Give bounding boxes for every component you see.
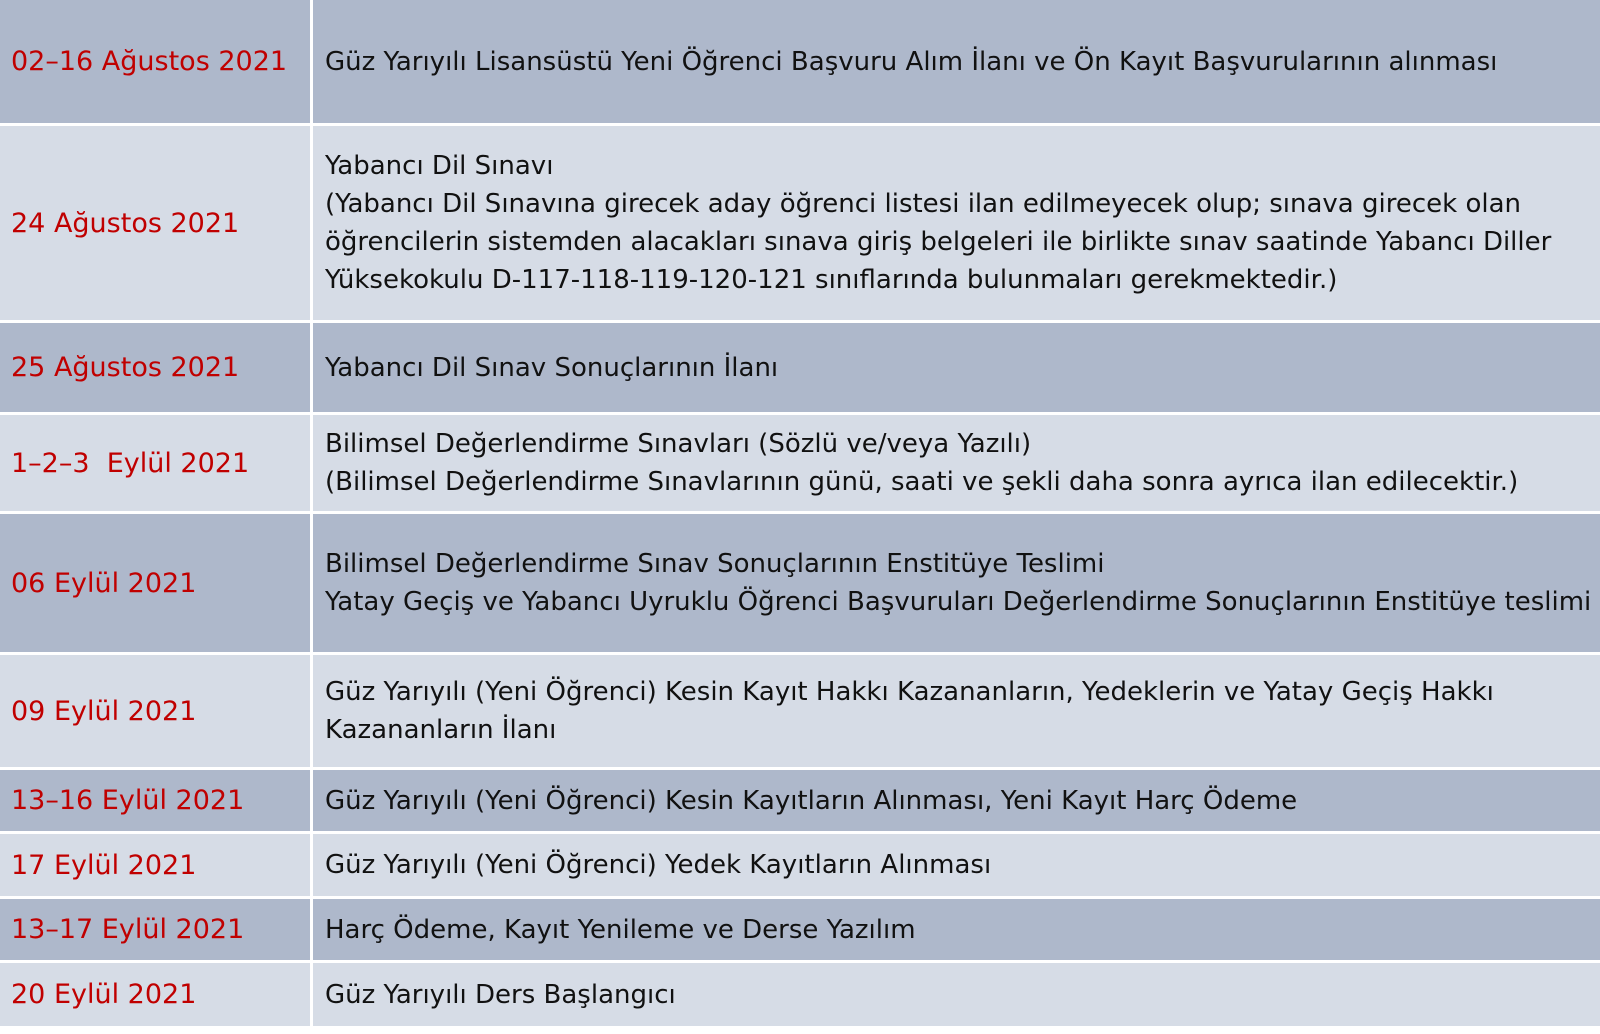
description-cell — [313, 514, 1600, 655]
table-row — [0, 514, 1600, 655]
description-cell — [313, 834, 1600, 899]
description-cell — [313, 899, 1600, 963]
description-line: Güz Yarıyılı (Yeni Öğrenci) Kesin Kayıtların Alınması, Yeni Kayıt Harç Ödeme — [325, 785, 1298, 816]
description-cell — [313, 126, 1600, 323]
description-line: Yabancı Dil Sınavı — [325, 151, 554, 181]
table-row — [0, 655, 1600, 770]
table-row — [0, 0, 1600, 126]
description-line: Bilimsel Değerlendirme Sınav Sonuçlarının Enstitüye Teslimi — [325, 549, 1105, 579]
date-cell: 06 Eylül 2021 — [0, 514, 313, 655]
description-line: Güz Yarıyılı (Yeni Öğrenci) Kesin Kayıt Hakkı Kazananların, Yedeklerin ve Yatay Geçiş Hakkı Kazananların İlanı — [325, 677, 1494, 745]
description-cell — [313, 770, 1600, 834]
date-cell: 09 Eylül 2021 — [0, 655, 313, 770]
description-cell — [313, 323, 1600, 415]
description-line: (Yabancı Dil Sınavına girecek aday öğrenci listesi ilan edilmeyecek olup; sınava girecek olan öğrencilerin sistemden alacakları sınava giriş belgeleri ile birlikte sınav saatinde Yabancı Diller Yüksekokulu D-117-118-119-120-121 sınıflarında bulunmaları gerekmektedir.) — [325, 189, 1552, 295]
description-line: Güz Yarıyılı Ders Başlangıcı — [325, 979, 676, 1010]
table-row — [0, 323, 1600, 415]
description-cell — [313, 655, 1600, 770]
description-line: Harç Ödeme, Kayıt Yenileme ve Derse Yazılım — [325, 914, 916, 945]
description-line: Yatay Geçiş ve Yabancı Uyruklu Öğrenci Başvuruları Değerlendirme Sonuçlarının Enstitüye teslimi — [325, 587, 1592, 617]
date-cell: 13–16 Eylül 2021 — [0, 770, 313, 834]
table-row — [0, 899, 1600, 963]
table-row — [0, 415, 1600, 514]
description-cell — [313, 0, 1600, 126]
date-cell: 17 Eylül 2021 — [0, 834, 313, 899]
date-cell: 1–2–3 Eylül 2021 — [0, 415, 313, 514]
description-line: Güz Yarıyılı Lisansüstü Yeni Öğrenci Başvuru Alım İlanı ve Ön Kayıt Başvurularının alınması — [325, 46, 1498, 77]
description-cell — [313, 415, 1600, 514]
description-line: Yabancı Dil Sınav Sonuçlarının İlanı — [325, 352, 779, 383]
date-cell: 25 Ağustos 2021 — [0, 323, 313, 415]
description-line: Güz Yarıyılı (Yeni Öğrenci) Yedek Kayıtların Alınması — [325, 850, 992, 880]
description-cell — [313, 963, 1600, 1029]
date-cell: 24 Ağustos 2021 — [0, 126, 313, 323]
table-row — [0, 834, 1600, 899]
table-row — [0, 770, 1600, 834]
table-row — [0, 126, 1600, 323]
description-line: Bilimsel Değerlendirme Sınavları (Sözlü ve/veya Yazılı) — [325, 429, 1032, 459]
date-cell: 02–16 Ağustos 2021 — [0, 0, 313, 126]
description-line: (Bilimsel Değerlendirme Sınavlarının günü, saati ve şekli daha sonra ayrıca ilan edilecektir.) — [325, 467, 1519, 497]
table-row — [0, 963, 1600, 1029]
date-cell: 20 Eylül 2021 — [0, 963, 313, 1029]
date-cell: 13–17 Eylül 2021 — [0, 899, 313, 963]
